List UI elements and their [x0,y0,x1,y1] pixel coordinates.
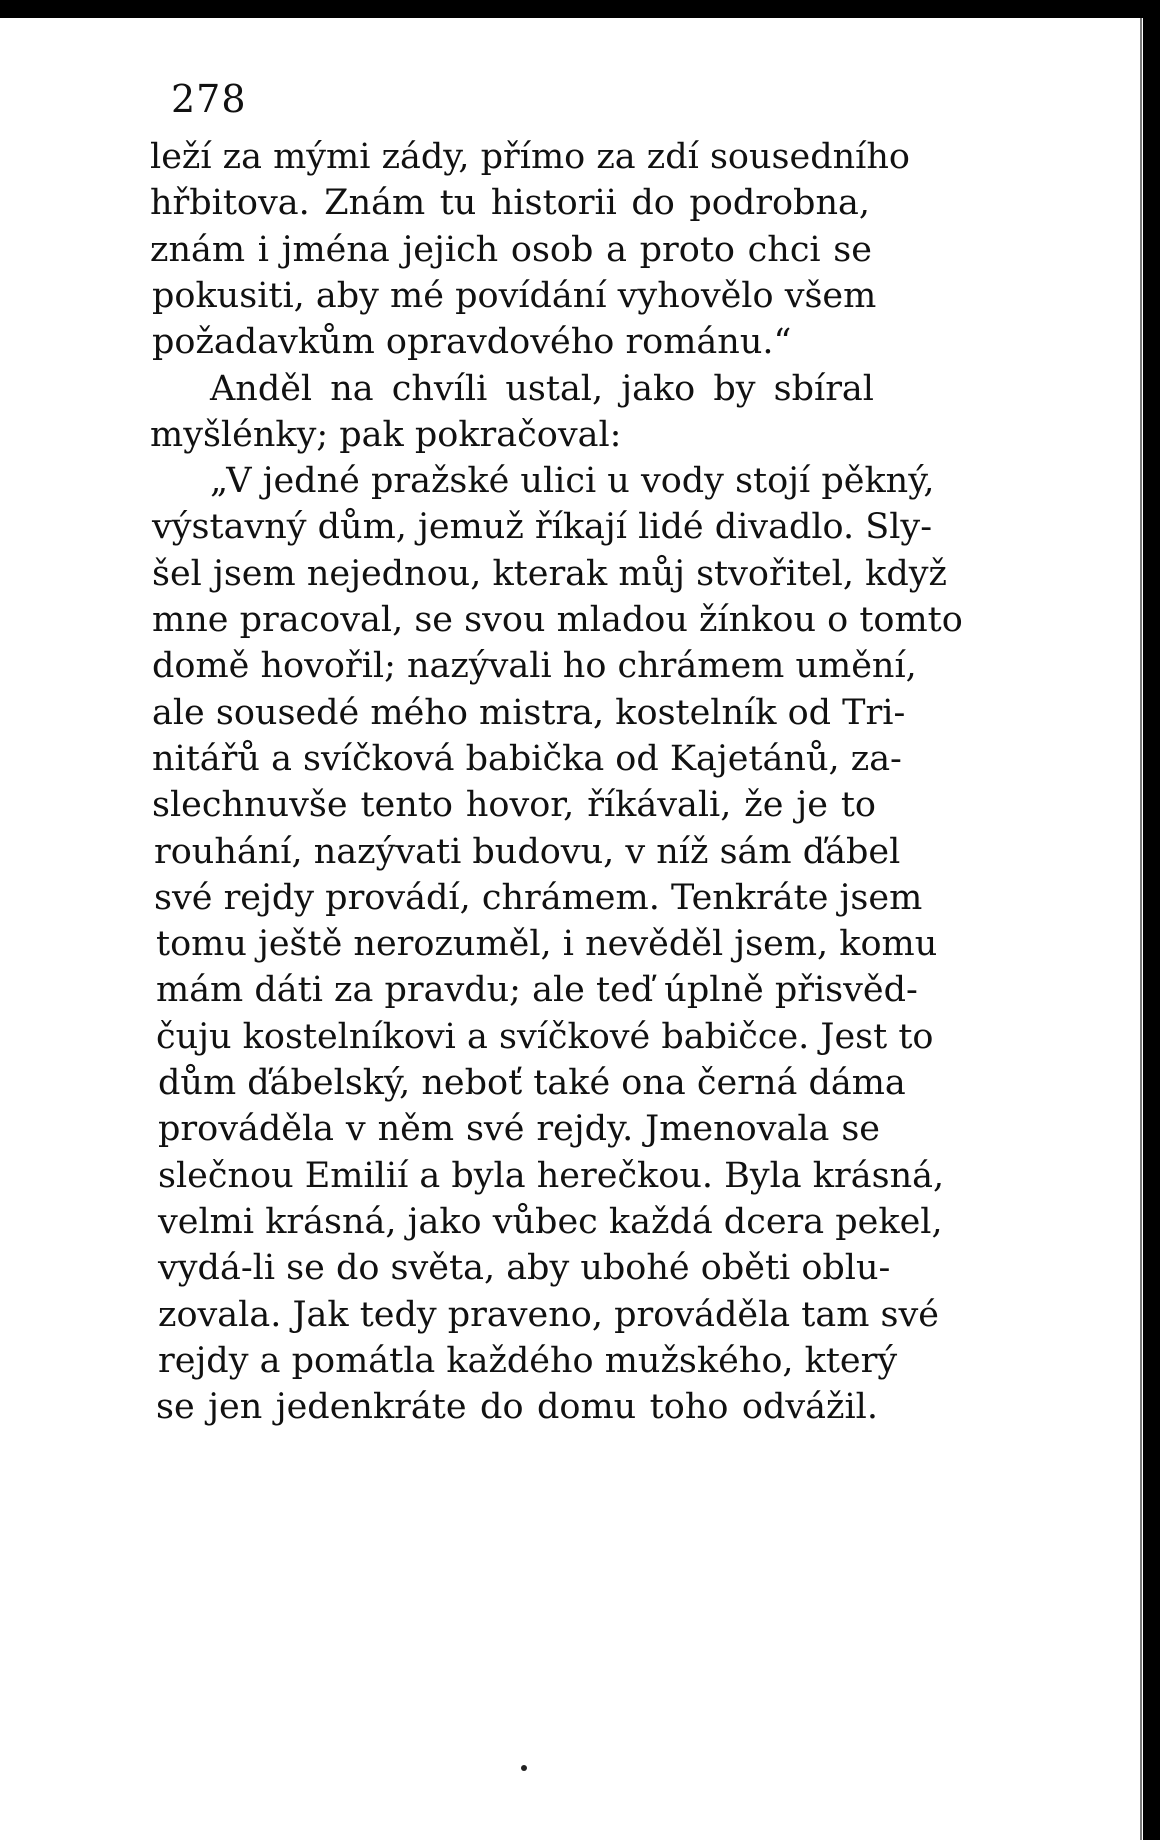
text-line: zovala. Jak tedy praveno, prováděla tam své [158,1294,939,1335]
text-line: domě hovořil; nazývali ho chrámem umění, [152,646,917,687]
text-line: šel jsem nejednou, kterak můj stvořitel, když [152,553,947,594]
text-line: mne pracoval, se svou mladou žínkou o tomto [152,600,963,640]
stray-dot [521,1765,527,1771]
text-line: mám dáti za pravdu; ale teď úplně přisvěd- [156,970,918,1011]
text-line: myšlénky; pak pokračoval: [150,414,622,455]
text-line: se jen jedenkráte do domu toho odvážil. [156,1387,878,1428]
text-line: ale sousedé mého mistra, kostelník od Tri- [152,692,906,733]
text-line: prováděla v něm své rejdy. Jmenovala se [158,1109,880,1150]
text-line: své rejdy provádí, chrámem. Tenkráte jsem [154,877,923,918]
text-line: nitářů a svíčková babička od Kajetánů, za- [152,738,902,779]
text-line: dům ďábelský, neboť také ona černá dáma [158,1063,906,1103]
text-line: pokusiti, aby mé povídání vyhovělo všem [152,275,877,316]
text-line: „V jedné pražské ulici u vody stojí pěkný, [210,461,935,502]
text-line: slechnuvše tento hovor, říkávali, že je to [152,785,876,826]
text-line: velmi krásná, jako vůbec každá dcera pekel, [158,1201,943,1242]
scan-border-right [1143,0,1160,1840]
scan-border-top [0,0,1160,18]
text-line: rejdy a pomátla každého mužského, který [158,1340,898,1381]
page-number: 278 [171,77,247,121]
text-line: rouhání, nazývati budovu, v níž sám ďábel [154,831,901,872]
text-line: tomu ještě nerozuměl, i nevěděl jsem, komu [156,924,938,965]
text-line: výstavný dům, jemuž říkají lidé divadlo. Sly- [152,507,933,548]
text-line: požadavkům opravdového románu.“ [152,322,792,363]
text-line: vydá-li se do světa, aby ubohé oběti oblu- [158,1248,891,1289]
text-line: leží za mými zády, přímo za zdí sousedního [150,137,910,177]
text-line: hřbitova. Znám tu historii do podrobna, [150,183,870,224]
text-line: Anděl na chvíli ustal, jako by sbíral [210,368,874,409]
text-line: slečnou Emilií a byla herečkou. Byla krásná, [158,1155,945,1196]
text-line: čuju kostelníkovi a svíčkové babičce. Jest to [156,1016,934,1057]
page-edge-line [1140,18,1142,1840]
text-line: znám i jména jejich osob a proto chci se [150,229,872,270]
